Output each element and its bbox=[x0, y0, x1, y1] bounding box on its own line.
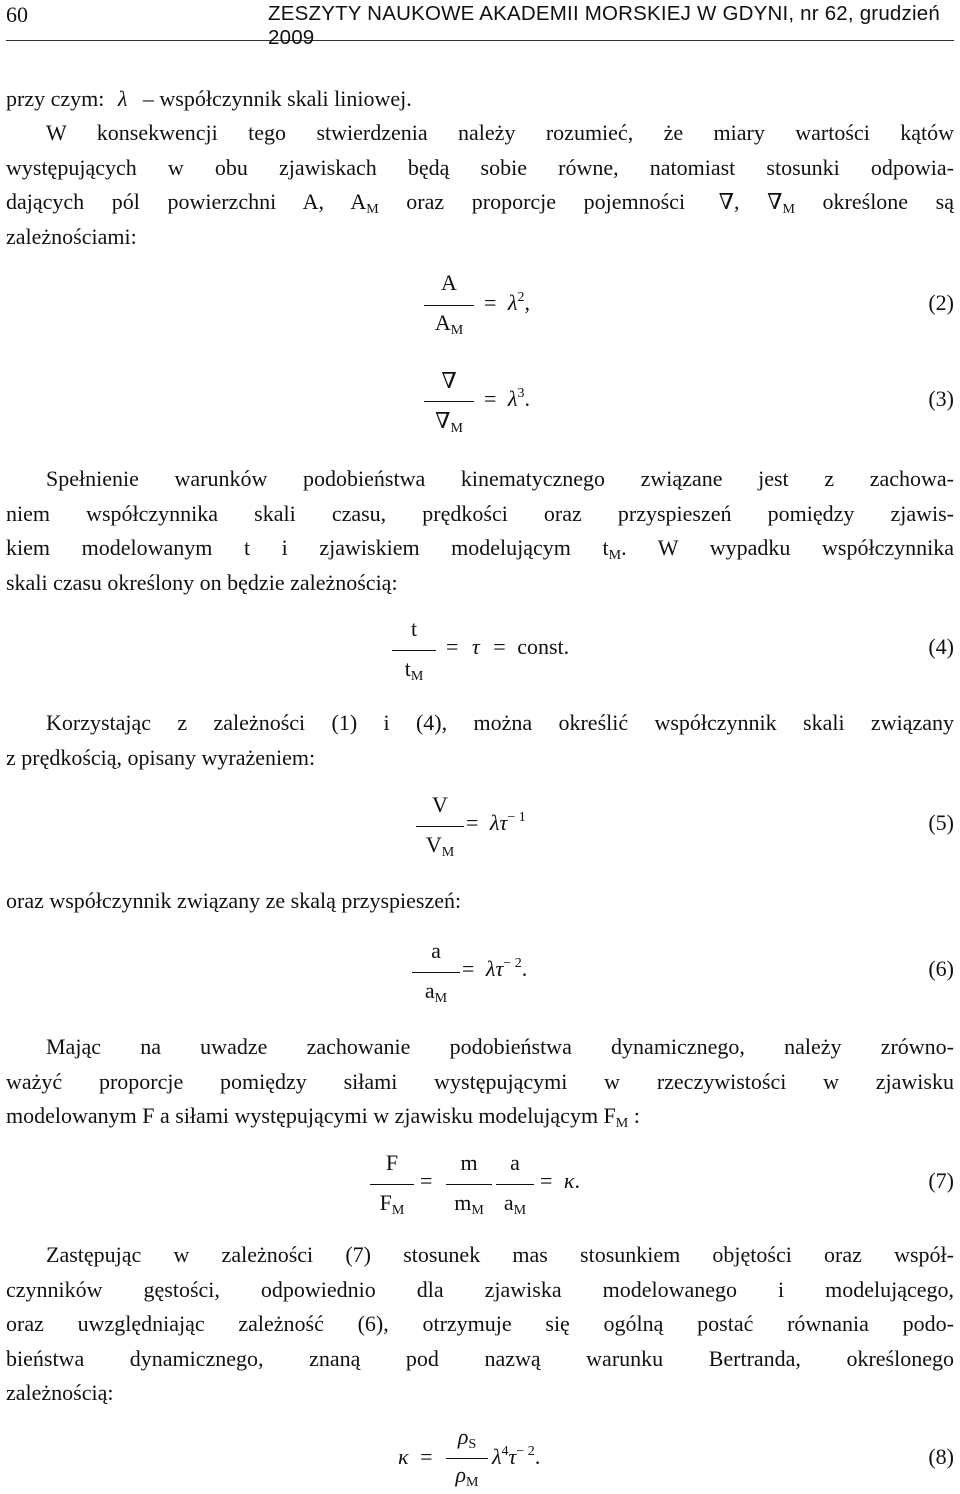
equation-number: (6) bbox=[928, 956, 954, 981]
nabla-symbol: ∇ bbox=[767, 189, 783, 215]
page-header bbox=[6, 0, 954, 49]
equation-number: (5) bbox=[928, 810, 954, 835]
page-number: 60 bbox=[6, 2, 28, 27]
paragraph-kinematic-similarity: Spełnienie warunków podobieństwa kinematycznego związane jest z zachowa- niem współczynnika skali czasu, prędkości oraz przyspieszeń pomiędzy zjawis- kiem modelowanym t i zjawiskiem modelującym $t_M$. W wypadku współczynnika skali czasu określony on będzie zależnością: bbox=[6, 466, 954, 595]
paragraph-bertrand-condition: Zastępując w zależności (7) stosunek mas stosunkiem objętości oraz współ- czynników gęstości, odpowiednio dla zjawiska modelowanego i modelującego, oraz uwzględniając zależność (6), otrzymuje się ogólną postać równania podo- bieństwa dynamicznego, znaną pod nazwą warunku Bertranda, określonego zależnością: bbox=[6, 1242, 954, 1406]
equation-number: (7) bbox=[928, 1168, 954, 1193]
equation-number: (2) bbox=[928, 290, 954, 315]
paragraph-angles-areas: W konsekwencji tego stwierdzenia należy rozumieć, że miary wartości kątów występujących w obu zjawiskach będą sobie równe, natomiast stosunki odpowia- dających pól powierzchni A, $A_M$ oraz proporcje pojemności ∇, $\nabla_M$ określone są zależnościami: bbox=[6, 120, 954, 249]
journal-title: ZESZYTY NAUKOWE AKADEMII MORSKIEJ W GDYNI, nr 62, grudzień 2009 bbox=[268, 2, 940, 49]
nabla-symbol: ∇ bbox=[718, 189, 735, 215]
paragraph-dynamic-similarity: Mając na uwadze zachowanie podobieństwa dynamicznego, należy zrówno- ważyć proporcje pomiędzy siłami występującymi w rzeczywistości w zjawisku modelowanym F a siłami występującymi w zjawisku modelującym $F_M$ : bbox=[6, 1034, 954, 1132]
equation-number: (3) bbox=[928, 386, 954, 411]
equation-number: (8) bbox=[928, 1444, 954, 1469]
lambda-symbol: λ bbox=[117, 86, 128, 111]
paragraph-lambda-definition: przy czym: λ – współczynnik skali liniowej. bbox=[6, 86, 412, 111]
equation-number: (4) bbox=[928, 634, 954, 659]
paragraph-acceleration-intro: oraz współczynnik związany ze skalą przyspieszeń: bbox=[6, 888, 462, 913]
paragraph-velocity-scale: Korzystając z zależności (1) i (4), można określić współczynnik skali związany z prędkością, opisany wyrażeniem: bbox=[6, 710, 954, 770]
